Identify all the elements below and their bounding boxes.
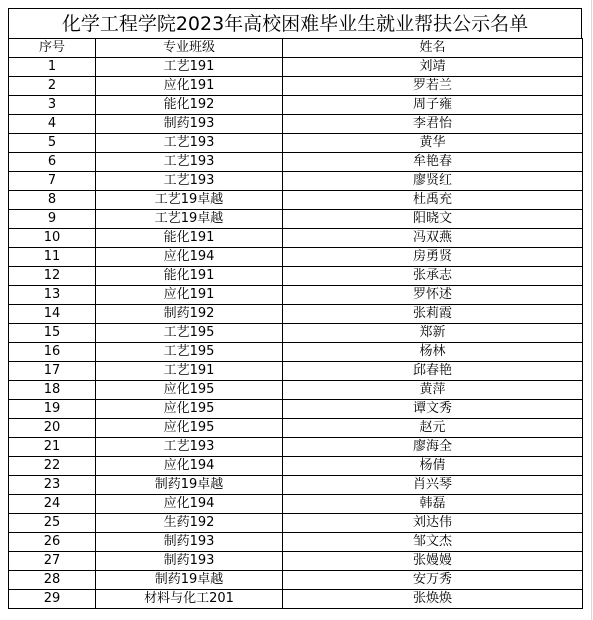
cell-class[interactable]: 工艺193 — [96, 438, 283, 457]
cell-class[interactable]: 应化195 — [96, 381, 283, 400]
cell-class[interactable]: 工艺19卓越 — [96, 191, 283, 210]
header-seq[interactable]: 序号 — [9, 39, 96, 58]
cell-name[interactable]: 黄华 — [283, 134, 583, 153]
table-row — [9, 248, 583, 267]
cell-seq[interactable]: 1 — [9, 58, 96, 77]
table-row — [9, 77, 583, 96]
cell-name[interactable]: 阳晓文 — [283, 210, 583, 229]
table-row — [9, 115, 583, 134]
table-row — [9, 590, 583, 609]
cell-name[interactable]: 郑新 — [283, 324, 583, 343]
cell-class[interactable]: 工艺19卓越 — [96, 210, 283, 229]
cell-seq[interactable]: 9 — [9, 210, 96, 229]
table-row — [9, 552, 583, 571]
table-row — [9, 324, 583, 343]
cell-class[interactable]: 能化192 — [96, 96, 283, 115]
table-row — [9, 514, 583, 533]
cell-name[interactable]: 冯双燕 — [283, 229, 583, 248]
table-row — [9, 229, 583, 248]
cell-name[interactable]: 廖海全 — [283, 438, 583, 457]
table-row — [9, 419, 583, 438]
table-row — [9, 457, 583, 476]
cell-seq[interactable]: 26 — [9, 533, 96, 552]
table-row — [9, 191, 583, 210]
sheet-gridline — [591, 0, 592, 620]
table-row — [9, 362, 583, 381]
cell-seq[interactable]: 2 — [9, 77, 96, 96]
table-row — [9, 571, 583, 590]
table-row — [9, 96, 583, 115]
cell-class[interactable]: 制药192 — [96, 305, 283, 324]
cell-seq[interactable]: 7 — [9, 172, 96, 191]
cell-name[interactable]: 安万秀 — [283, 571, 583, 590]
cell-class[interactable]: 能化191 — [96, 267, 283, 286]
header-name[interactable]: 姓名 — [283, 39, 583, 58]
cell-seq[interactable]: 20 — [9, 419, 96, 438]
cell-class[interactable]: 工艺195 — [96, 324, 283, 343]
cell-name[interactable]: 邹文杰 — [283, 533, 583, 552]
table-row — [9, 495, 583, 514]
table-row — [9, 343, 583, 362]
cell-name[interactable]: 罗怀述 — [283, 286, 583, 305]
cell-seq[interactable]: 29 — [9, 590, 96, 609]
cell-class[interactable]: 工艺193 — [96, 172, 283, 191]
table-row — [9, 210, 583, 229]
cell-name[interactable]: 肖兴琴 — [283, 476, 583, 495]
cell-name[interactable]: 罗若兰 — [283, 77, 583, 96]
cell-name[interactable]: 李君怡 — [283, 115, 583, 134]
cell-name[interactable]: 牟艳春 — [283, 153, 583, 172]
header-row — [9, 39, 583, 58]
cell-seq[interactable]: 27 — [9, 552, 96, 571]
cell-class[interactable]: 能化191 — [96, 229, 283, 248]
cell-name[interactable]: 杨倩 — [283, 457, 583, 476]
cell-seq[interactable]: 6 — [9, 153, 96, 172]
table-row — [9, 134, 583, 153]
cell-class[interactable]: 制药193 — [96, 115, 283, 134]
cell-seq[interactable]: 10 — [9, 229, 96, 248]
cell-seq[interactable]: 11 — [9, 248, 96, 267]
cell-seq[interactable]: 13 — [9, 286, 96, 305]
cell-class[interactable]: 应化191 — [96, 77, 283, 96]
cell-class[interactable]: 制药193 — [96, 533, 283, 552]
spreadsheet — [8, 8, 582, 609]
cell-seq[interactable]: 19 — [9, 400, 96, 419]
cell-name[interactable]: 张承志 — [283, 267, 583, 286]
cell-name[interactable]: 廖贤红 — [283, 172, 583, 191]
table-row — [9, 381, 583, 400]
cell-name[interactable]: 谭文秀 — [283, 400, 583, 419]
table-row — [9, 267, 583, 286]
cell-name[interactable]: 杨林 — [283, 343, 583, 362]
table-row — [9, 172, 583, 191]
cell-seq[interactable]: 8 — [9, 191, 96, 210]
cell-seq[interactable]: 28 — [9, 571, 96, 590]
table-row — [9, 153, 583, 172]
cell-name[interactable]: 黄萍 — [283, 381, 583, 400]
cell-seq[interactable]: 17 — [9, 362, 96, 381]
cell-seq[interactable]: 12 — [9, 267, 96, 286]
cell-class[interactable]: 工艺193 — [96, 134, 283, 153]
cell-name[interactable]: 张莉霞 — [283, 305, 583, 324]
cell-seq[interactable]: 4 — [9, 115, 96, 134]
cell-class[interactable]: 应化194 — [96, 457, 283, 476]
cell-seq[interactable]: 24 — [9, 495, 96, 514]
cell-seq[interactable]: 14 — [9, 305, 96, 324]
cell-class[interactable]: 材料与化工201 — [96, 590, 283, 609]
cell-seq[interactable]: 25 — [9, 514, 96, 533]
cell-name[interactable]: 韩磊 — [283, 495, 583, 514]
table-row — [9, 533, 583, 552]
cell-name[interactable]: 赵元 — [283, 419, 583, 438]
cell-seq[interactable]: 5 — [9, 134, 96, 153]
cell-class[interactable]: 工艺191 — [96, 58, 283, 77]
cell-class[interactable]: 工艺195 — [96, 343, 283, 362]
cell-class[interactable]: 应化194 — [96, 495, 283, 514]
cell-name[interactable]: 张嫚嫚 — [283, 552, 583, 571]
cell-seq[interactable]: 3 — [9, 96, 96, 115]
cell-class[interactable]: 工艺191 — [96, 362, 283, 381]
cell-class[interactable]: 应化195 — [96, 400, 283, 419]
cell-seq[interactable]: 22 — [9, 457, 96, 476]
cell-name[interactable]: 杜禹充 — [283, 191, 583, 210]
cell-class[interactable]: 应化194 — [96, 248, 283, 267]
cell-name[interactable]: 邱春艳 — [283, 362, 583, 381]
cell-class[interactable]: 应化191 — [96, 286, 283, 305]
roster-table — [8, 38, 583, 609]
table-row — [9, 305, 583, 324]
cell-seq[interactable]: 21 — [9, 438, 96, 457]
header-class[interactable]: 专业班级 — [96, 39, 283, 58]
cell-class[interactable]: 制药19卓越 — [96, 476, 283, 495]
cell-class[interactable]: 工艺193 — [96, 153, 283, 172]
table-row — [9, 58, 583, 77]
cell-class[interactable]: 生药192 — [96, 514, 283, 533]
cell-seq[interactable]: 23 — [9, 476, 96, 495]
table-row — [9, 286, 583, 305]
cell-name[interactable]: 张焕焕 — [283, 590, 583, 609]
table-row — [9, 400, 583, 419]
cell-class[interactable]: 应化195 — [96, 419, 283, 438]
cell-name[interactable]: 刘靖 — [283, 58, 583, 77]
cell-seq[interactable]: 15 — [9, 324, 96, 343]
cell-class[interactable]: 制药19卓越 — [96, 571, 283, 590]
table-row — [9, 438, 583, 457]
table-row — [9, 476, 583, 495]
cell-name[interactable]: 周子雍 — [283, 96, 583, 115]
sheet-title: 化学工程学院2023年高校困难毕业生就业帮扶公示名单 — [8, 8, 582, 38]
cell-seq[interactable]: 18 — [9, 381, 96, 400]
cell-class[interactable]: 制药193 — [96, 552, 283, 571]
roster-body — [9, 39, 583, 609]
cell-seq[interactable]: 16 — [9, 343, 96, 362]
cell-name[interactable]: 房勇贤 — [283, 248, 583, 267]
cell-name[interactable]: 刘达伟 — [283, 514, 583, 533]
